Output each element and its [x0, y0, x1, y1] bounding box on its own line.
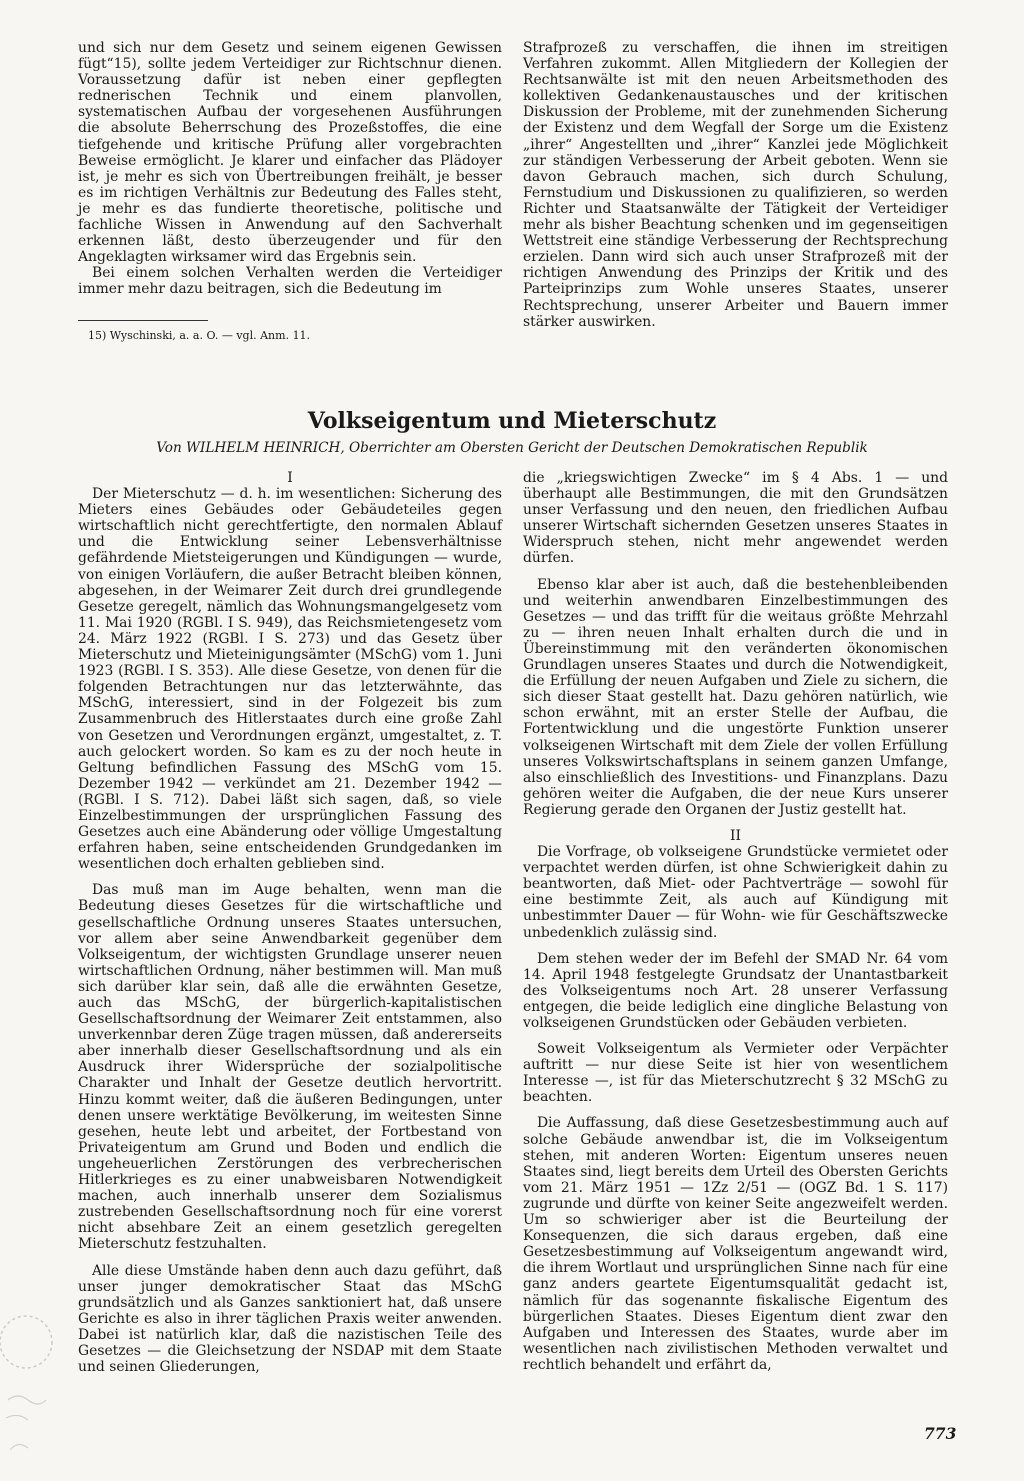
paragraph: Soweit Volkseigentum als Vermieter oder Verpächter auftritt — nur diese Seite ist hier von wesentlichem Interesse —, ist für das Mieterschutzrecht § 32 MSchG zu beachten. — [523, 1041, 948, 1106]
paragraph: Strafprozeß zu verschaffen, die ihnen im streitigen Verfahren zukommt. Allen Mitgliedern der Kollegien der Rechtsanwälte ist mit den neuen Arbeitsmethoden des kollektiven Gedankenaustausches und der kritischen Diskussion der Probleme, mit der zunehmenden Sicherung der Existenz und dem Wegfall der Sorge um die Existenz „ihrer“ Angestellten und „ihrer“ Kanzlei jede Möglichkeit zur ständigen Verbesserung der Arbeit geboten. Wenn sie davon Gebrauch machen, sich durch Schulung, Fernstudium und Diskussionen zu qualifizieren, so werden Richter und Staatsanwälte der Tätigkeit der Verteidiger mehr als bisher Beachtung schenken und im gegenseitigen Wettstreit eine ständige Verbesserung der Rechtsprechung erzielen. Dann wird sich auch unser Strafprozeß mit der richtigen Anwendung des Prinzips der Kritik und des Parteiprinzips zum Wohle unseres Staates, unserer Rechtsprechung, unserer Arbeiter und Bauern immer stärker auswirken. — [523, 40, 948, 330]
previous-article-right-column — [523, 40, 948, 330]
paragraph: die „kriegswichtigen Zwecke“ im § 4 Abs. 1 — und überhaupt alle Bestimmungen, die mit den Grundsätzen unser Verfassung und den neuen, den friedlichen Aufbau unserer Wirtschaft sichernden Gesetzen unseres Staates in Widerspruch stehen, nicht mehr angewendet werden dürfen. — [523, 470, 948, 567]
section-heading: II — [730, 827, 741, 844]
previous-article-left-column — [78, 40, 502, 298]
paragraph: Ebenso klar aber ist auch, daß die bestehenbleibenden und weiterhin anwendbaren Einzelbestimmungen des Gesetzes — und das trifft für die weitaus größte Mehrzahl zu — ihren neuen Inhalt erhalten durch die und in Übereinstimmung mit den veränderten ökonomischen Grundlagen unseres Staates und durch die Notwendigkeit, die Erfüllung der neuen Aufgaben und Ziele zu sichern, die sich dieser Staat gestellt hat. Dazu gehören natürlich, wie schon erwähnt, mit an erster Stelle der Aufbau, die Fortentwicklung und die ungestörte Funktion unserer volkseigenen Wirtschaft mit dem Ziele der vollen Erfüllung unseres Volkswirtschaftsplans in seinem ganzen Umfange, also einschließlich des Investitions- und Finanzplans. Dazu gehören weiter die Aufgaben, die der neue Kurs unserer Regierung gerade den Organen der Justiz gestellt hat. — [523, 576, 948, 818]
library-stamp-mark — [0, 1300, 54, 1470]
article-title: Volkseigentum und Mieterschutz — [307, 408, 717, 434]
paragraph: Der Mieterschutz — d. h. im wesentlichen: Sicherung des Mieters eines Gebäudes oder Gebäudeteiles gegen wirtschaftlich nicht gerechtfertigte, den normalen Ablauf und die Entwicklung seiner Lebensverhältnisse gefährdende Mietsteigerungen und Kündigungen — wurde, von einigen Vorläufern, die außer Betracht bleiben können, abgesehen, in der Weimarer Zeit durch drei grundlegende Gesetze geregelt, nämlich das Wohnungsmangelgesetz vom 11. Mai 1920 (RGBl. I S. 949), das Reichsmietengesetz vom 24. März 1922 (RGBl. I S. 273) und das Gesetz über Mieterschutz und Mieteinigungsämter (MSchG) vom 1. Juni 1923 (RGBl. I S. 353). Alle diese Gesetze, von denen für die folgenden Betrachtungen nur das letzterwähnte, das MSchG, interessiert, sind in der Folgezeit bis zum Zusammenbruch des Hitlerstaates durch eine große Zahl von Gesetzen und Verordnungen ergänzt, umgestaltet, z. T. auch gelockert worden. So kam es zu der noch heute in Geltung befindlichen Fassung des MSchG vom 15. Dezember 1942 — verkündet am 21. Dezember 1942 — (RGBl. I S. 712). Dabei läßt sich sagen, daß, so viele Einzelbestimmungen der ursprünglichen Fassung des Gesetzes auch eine Abänderung oder völlige Umgestaltung erfahren haben, seine entscheidenden Grundgedanken im wesentlichen doch erhalten geblieben sind. — [78, 486, 502, 873]
section-heading: I — [287, 470, 293, 486]
article-byline: Von WILHELM HEINRICH, Oberrichter am Obersten Gericht der Deutschen Demokratischen Republik — [156, 440, 868, 456]
paragraph: Dem stehen weder der im Befehl der SMAD Nr. 64 vom 14. April 1948 festgelegte Grundsatz der Unantastbarkeit des Volkseigentums noch Art. 28 unserer Verfassung entgegen, die beide lediglich eine dingliche Belastung von volkseigenen Grundstücken oder Gebäuden verbieten. — [523, 950, 948, 1031]
page-number: 773 — [924, 1424, 957, 1443]
paragraph: Die Vorfrage, ob volkseigene Grundstücke vermietet oder verpachtet werden dürfen, ist ohne Schwierigkeit dahin zu beantworten, daß Miet- oder Pachtverträge — sowohl für eine bestimmte Zeit, als auch auf Kündigung mit unbestimmter Dauer — für Wohn- wie für Geschäftszwecke unbedenklich zulässig sind. — [523, 844, 948, 941]
paragraph: Alle diese Umstände haben denn auch dazu geführt, daß unser junger demokratischer Staat das MSchG grundsätzlich und als Ganzes sanktioniert hat, daß unsere Gerichte es also in ihrer täglichen Praxis weiter anwenden. Dabei ist natürlich klar, daß die nazistischen Teile des Gesetzes — die Gleichsetzung der NSDAP mit dem Staate und seinen Gliederungen, — [78, 1262, 502, 1376]
article-right-column — [523, 470, 948, 1373]
footnote: 15) Wyschinski, a. a. O. — vgl. Anm. 11. — [88, 329, 311, 342]
paragraph: Das muß man im Auge behalten, wenn man die Bedeutung dieses Gesetzes für die wirtschaftliche und gesellschaftliche Ordnung unseres Staates untersuchen, vor allem aber seine Anwendbarkeit gegenüber dem Volkseigentum, der wichtigsten Grundlage unserer neuen wirtschaftlichen Ordnung, näher bestimmen will. Man muß sich darüber klar sein, daß alle die erwähnten Gesetze, auch das MSchG, der bürgerlich-kapitalistischen Gesellschaftsordnung der Weimarer Zeit entstammen, also unverkennbar deren Züge tragen müssen, daß andererseits aber innerhalb dieser Gesellschaftsordnung und als ein Ausdruck ihrer Widersprüche der sozialpolitische Charakter und Inhalt der Gesetze deutlich hervortritt. Hinzu kommt weiter, daß die äußeren Bedingungen, unter denen unsere werktätige Bevölkerung, im weitesten Sinne gesehen, heute lebt und arbeitet, der Fortbestand von Privateigentum am Grund und Boden und endlich die ungeheuerlichen Zerstörungen des verbrecherischen Hitlerkrieges es zu einer unabweisbaren Notwendigkeit machen, auch innerhalb unserer dem Sozialismus zustrebenden Gesellschaftsordnung noch für eine vorerst nicht absehbare Zeit an einem gesetzlich geregelten Mieterschutz festzuhalten. — [78, 882, 502, 1253]
article-left-column — [78, 470, 502, 1375]
footnote-divider — [78, 320, 208, 321]
paragraph: Die Auffassung, daß diese Gesetzesbestimmung auch auf solche Gebäude anwendbar ist, die im Volkseigentum stehen, mit anderen Worten: Eigentum unseres neuen Staates sind, liegt bereits dem Urteil des Obersten Gerichts vom 21. März 1951 — 1Zz 2/51 — (OGZ Bd. 1 S. 117) zugrunde und dürfte von keiner Seite angezweifelt werden. Um so schwieriger aber ist die Beurteilung der Konsequenzen, die sich daraus ergeben, daß eine Gesetzesbestimmung auf Volkseigentum angewandt wird, die ihrem Wortlaut und ursprünglichen Sinne nach für eine ganz anders geartete Eigentumsqualität gedacht ist, nämlich für das sogenannte fiskalische Eigentum des bürgerlichen Staates. Dieses Eigentum dient zwar den Aufgaben und Interessen des Staates, wurde aber im wesentlichen nach zivilistischen Methoden verwaltet und rechtlich behandelt und erfährt da, — [523, 1115, 948, 1373]
paragraph: und sich nur dem Gesetz und seinem eigenen Gewissen fügt“15), sollte jedem Verteidiger zur Richtschnur dienen. Voraussetzung dafür ist neben einer gepflegten rednerischen Technik und einem planvollen, systematischen Aufbau der vorgesehenen Ausführungen die absolute Beherrschung des Prozeßstoffes, die eine tiefgehende und kritische Prüfung aller vorgebrachten Beweise ermöglicht. Je klarer und einfacher das Plädoyer ist, je mehr es sich von Übertreibungen freihält, je besser es im richtigen Verhältnis zur Bedeutung des Falles steht, je mehr es das fundierte theoretische, politische und fachliche Wissen in Anwendung auf den Sachverhalt erkennen läßt, desto überzeugender und für den Angeklagten wirksamer wird das Ergebnis sein. — [78, 40, 502, 266]
paragraph: Bei einem solchen Verhalten werden die Verteidiger immer mehr dazu beitragen, sich die Bedeutung im — [78, 265, 502, 298]
